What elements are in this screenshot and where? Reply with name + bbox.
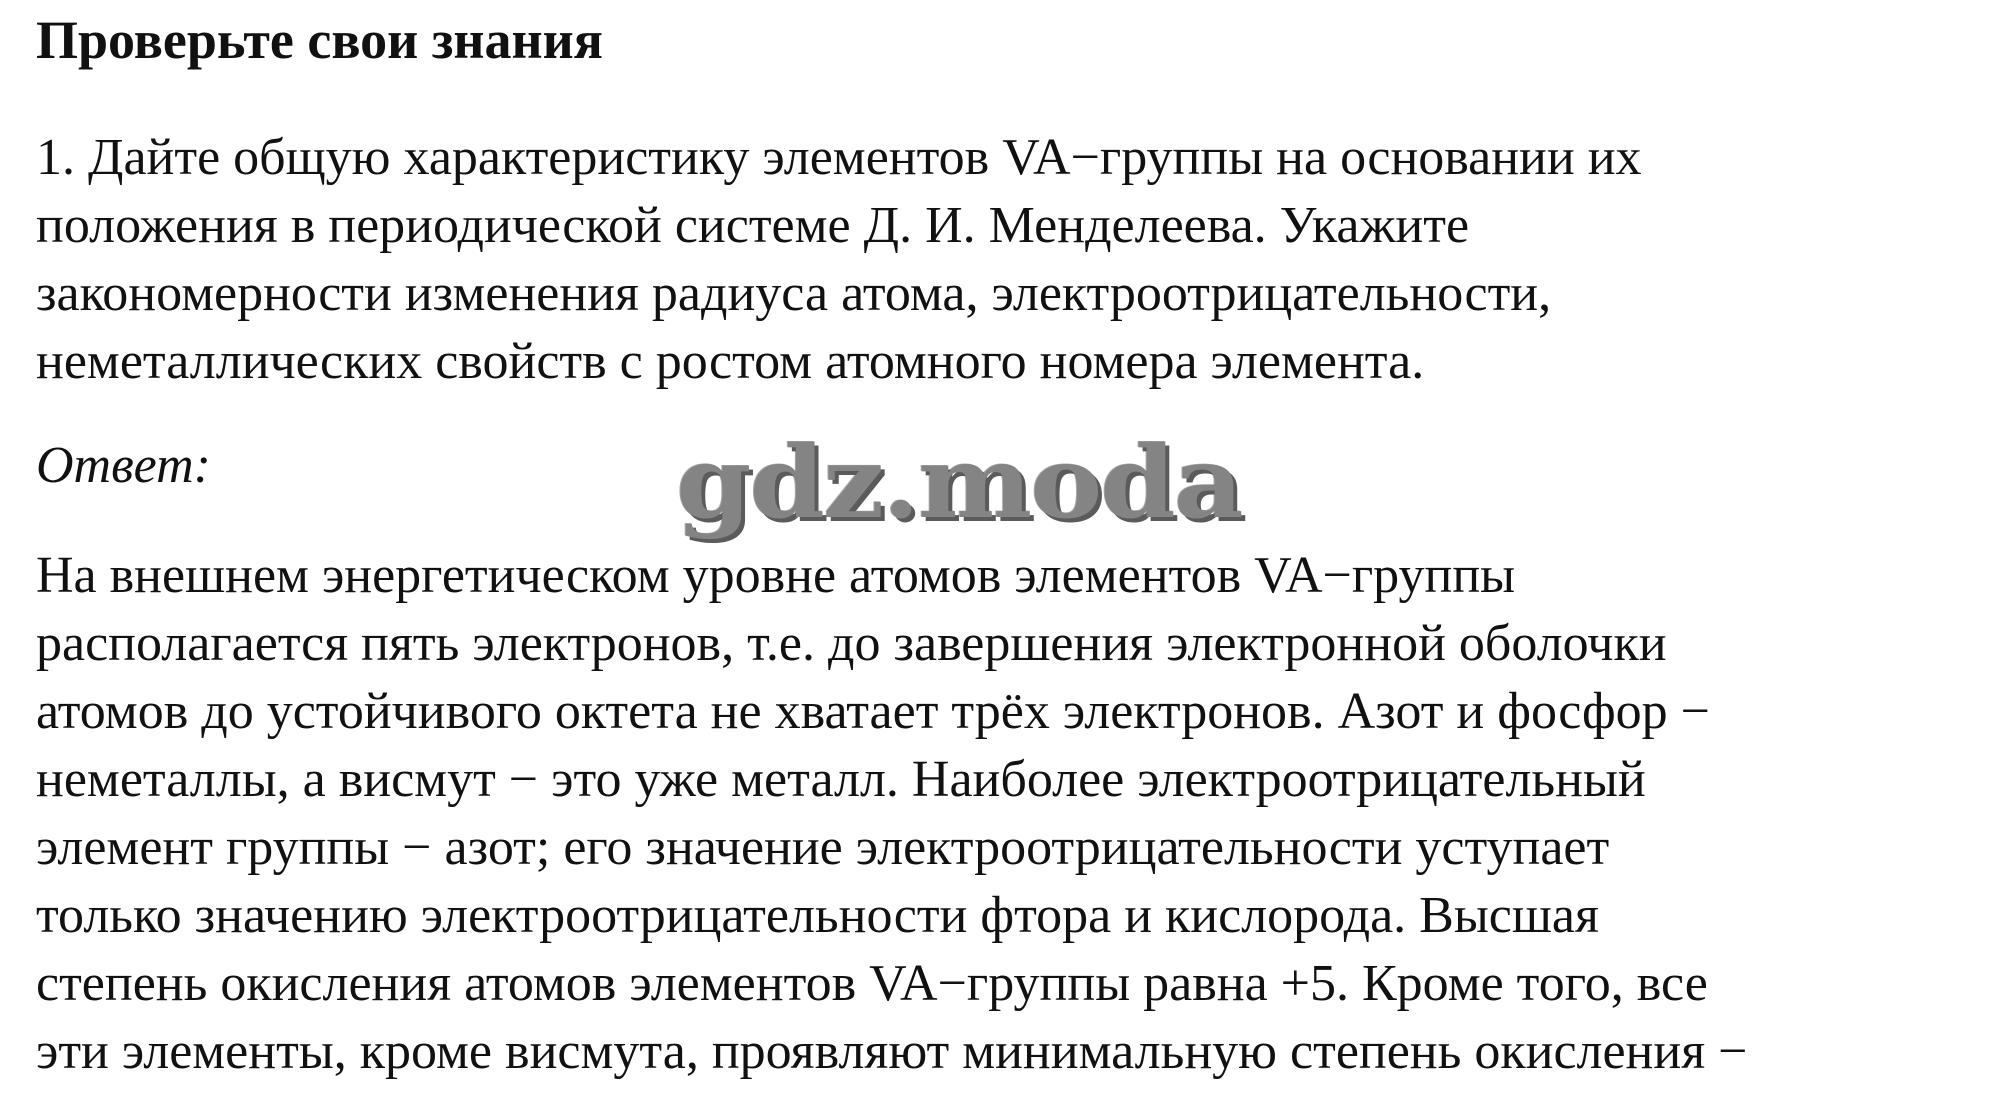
answer-line: эти элементы, кроме висмута, проявляют минимальную степень окисления − (36, 1023, 1748, 1080)
answer-line: неметаллы, а висмут − это уже металл. Наиболее электроотрицательный (36, 751, 1646, 808)
question-line: неметаллических свойств с ростом атомного номера элемента. (36, 333, 1425, 390)
answer-line: располагается пять электронов, т.е. до завершения электронной оболочки (36, 615, 1667, 672)
answer-text (36, 542, 1747, 1086)
answer-line: степень окисления атомов элементов VA−группы равна +5. Кроме того, все (36, 955, 1708, 1012)
answer-line: элемент группы − азот; его значение электроотрицательности уступает (36, 819, 1610, 876)
question-line: положения в периодической системе Д. И. Менделеева. Укажите (36, 197, 1470, 254)
watermark-logo: gdz.moda (676, 425, 1242, 542)
section-heading: Проверьте свои знания (36, 10, 603, 70)
question-line: закономерности изменения радиуса атома, электроотрицательности, (36, 265, 1552, 322)
answer-line: атомов до устойчивого октета не хватает трёх электронов. Азот и фосфор − (36, 683, 1710, 740)
question-text (36, 124, 1642, 396)
answer-line: На внешнем энергетическом уровне атомов элементов VA−группы (36, 547, 1516, 604)
answer-label: Ответ: (36, 437, 211, 494)
answer-line: только значению электроотрицательности фтора и кислорода. Высшая (36, 887, 1599, 944)
question-line: 1. Дайте общую характеристику элементов VA−группы на основании их (36, 129, 1642, 186)
